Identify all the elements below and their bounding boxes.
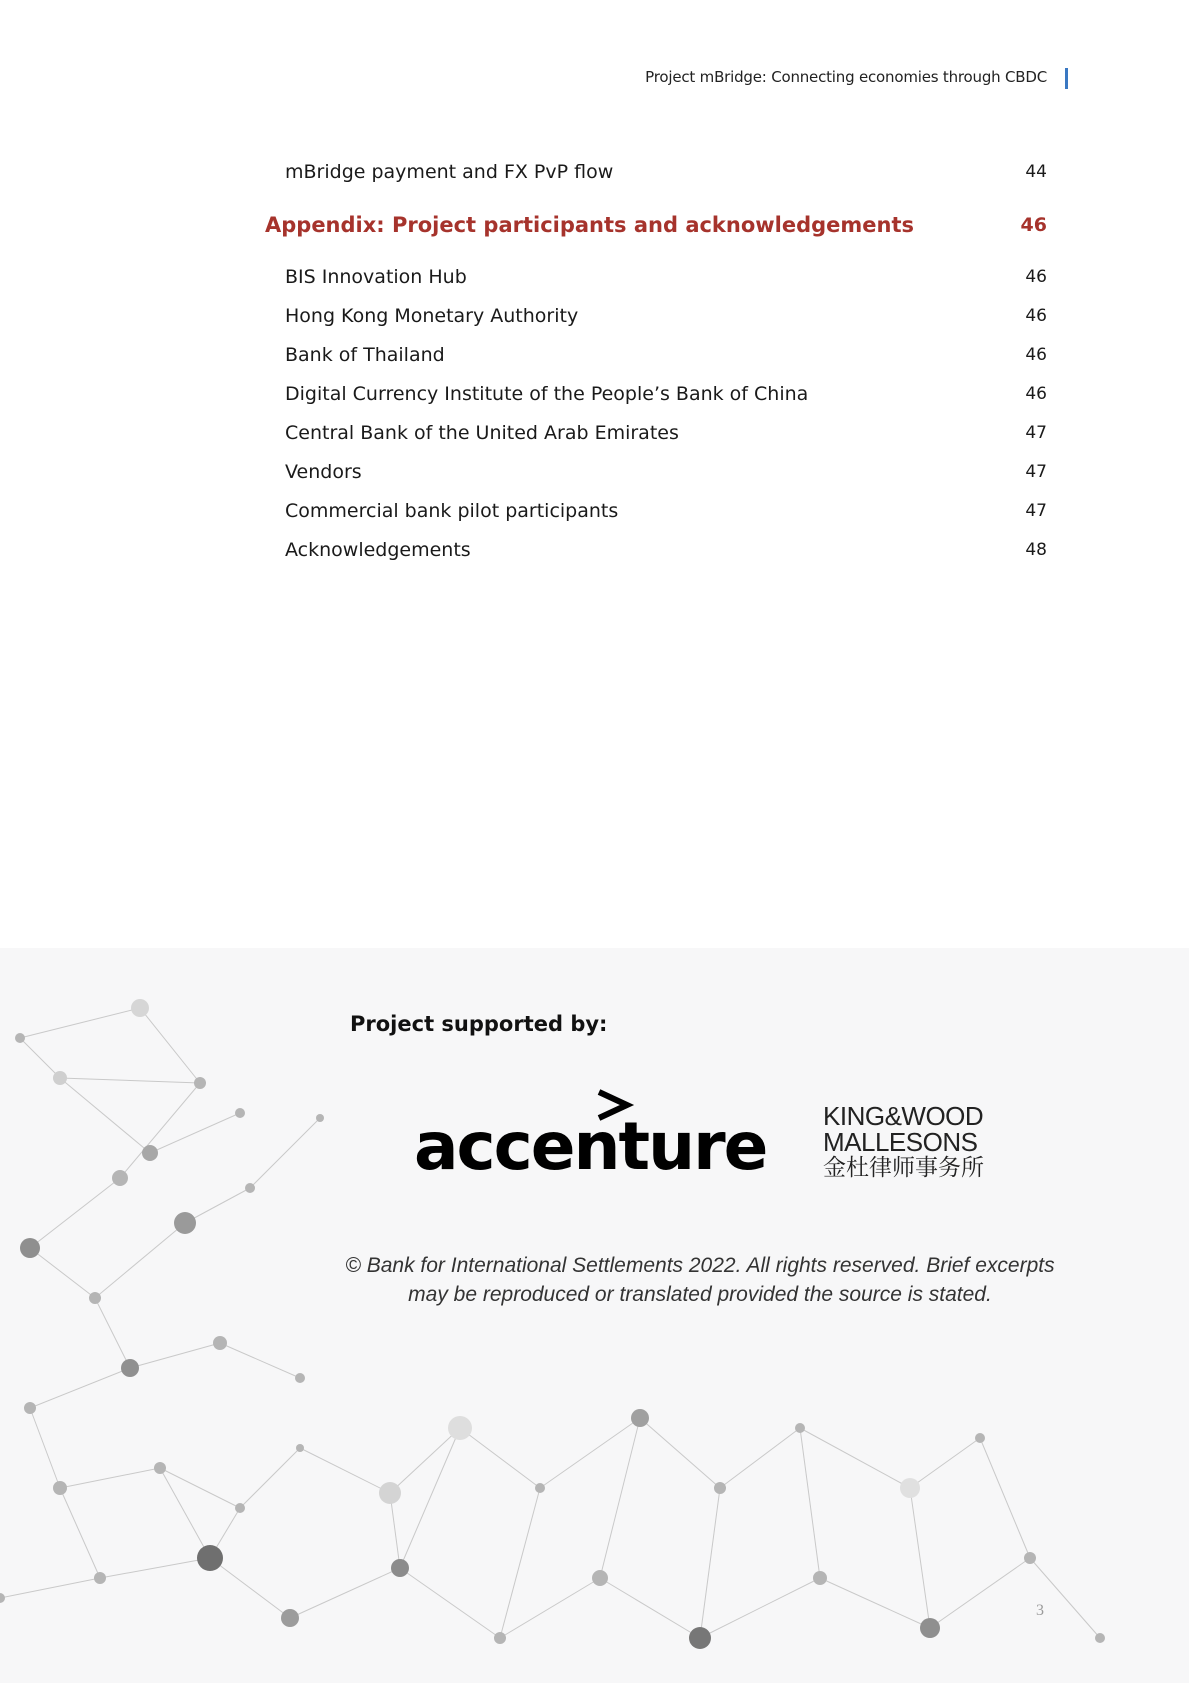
toc-entry-page: 48 — [1025, 540, 1047, 560]
toc-entry-page: 46 — [1025, 267, 1047, 287]
toc-entry-title: Central Bank of the United Arab Emirates — [285, 422, 679, 444]
toc-entry-page: 46 — [1025, 384, 1047, 404]
kwm-chinese: 金杜律师事务所 — [823, 1155, 984, 1181]
toc-entry[interactable] — [285, 262, 1047, 292]
king-wood-mallesons-logo — [823, 1103, 1003, 1180]
accenture-logo — [414, 1088, 767, 1185]
toc-entry-title: Appendix: Project participants and acknowledgements — [265, 213, 915, 237]
copyright-line-1: © Bank for International Settlements 2022. All rights reserved. Brief excerpts — [345, 1254, 1055, 1277]
network-graphic — [0, 948, 1189, 1683]
toc-entry[interactable] — [285, 340, 1047, 370]
kwm-line-2: MALLESONS — [823, 1127, 978, 1157]
toc-entry[interactable] — [285, 457, 1047, 487]
toc-entry[interactable] — [285, 379, 1047, 409]
toc-entry-title: Digital Currency Institute of the People’s Bank of China — [285, 383, 809, 405]
toc-entry[interactable] — [285, 157, 1047, 187]
toc-entry-appendix[interactable] — [265, 210, 1047, 240]
toc-entry-title: Hong Kong Monetary Authority — [285, 305, 579, 327]
toc-entry-page: 46 — [1025, 345, 1047, 365]
toc-entry-title: Bank of Thailand — [285, 344, 445, 366]
toc-entry[interactable] — [285, 535, 1047, 565]
toc-entry-page: 46 — [1025, 306, 1047, 326]
toc-entry[interactable] — [285, 496, 1047, 526]
copyright-notice — [300, 1251, 1100, 1309]
running-header: Project mBridge: Connecting economies through CBDC — [645, 68, 1047, 86]
toc-entry-title: Vendors — [285, 461, 362, 483]
kwm-line-1: KING&WOOD — [823, 1101, 984, 1131]
toc-entry-title: Acknowledgements — [285, 539, 471, 561]
toc-entry[interactable] — [285, 418, 1047, 448]
footer-network-background — [0, 948, 1189, 1683]
accenture-wordmark: accenture — [414, 1108, 767, 1185]
toc-entry-title: Commercial bank pilot participants — [285, 500, 619, 522]
toc-entry-page: 47 — [1025, 423, 1047, 443]
supported-by-label: Project supported by: — [350, 1012, 608, 1036]
toc-entry-page: 47 — [1025, 462, 1047, 482]
toc-entry-page: 44 — [1025, 162, 1047, 182]
toc-entry-title: mBridge payment and FX PvP flow — [285, 161, 614, 183]
header-accent-bar — [1065, 68, 1068, 89]
toc-entry[interactable] — [285, 301, 1047, 331]
toc-entry-title: BIS Innovation Hub — [285, 266, 467, 288]
toc-entry-page: 46 — [1020, 214, 1047, 236]
toc-entry-page: 47 — [1025, 501, 1047, 521]
page-number: 3 — [1036, 1602, 1044, 1619]
copyright-line-2: may be reproduced or translated provided the source is stated. — [408, 1283, 992, 1306]
